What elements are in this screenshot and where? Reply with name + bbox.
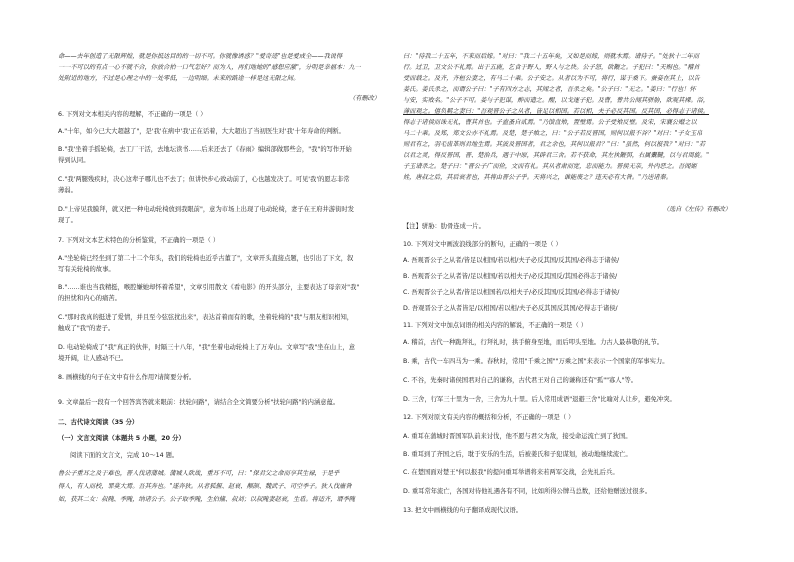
classical-text-line: 薄而观之。僖负羁之妻曰："吾观晋公子之从者，皆足以相国。若以相，夫子必反其国。反其国，必得志于诸侯。 [403, 108, 710, 115]
q10-option-d: D. 吾观晋公子之从者皆足/以相国/若以相/夫子必反其国反其国/必得志于诸侯/ [403, 305, 618, 312]
question-12-stem: 12. 下列对原文有关内容的概括和分析，不正确的一项是（ ） [403, 414, 575, 421]
q7-option-a: A."坐轮椅已经坐到了第二十二个年头，我们的轮椅也近乎古董了"，文章开头直接点题，也引出了下文，叙 [58, 255, 354, 262]
q6-option-c-cont: 薄弱。 [58, 187, 77, 194]
q6-option-b-cont: 得到认同。 [58, 157, 90, 164]
q6-option-c: C."我'两腿残疾时，决心这辈子哪儿也不去了；但讲快步心致动前了，心也越发决了。可见'我'的愿志非常 [58, 176, 350, 183]
q11-option-a: A. 稽首，古代一种跪拜礼，行拜礼时，拱手俯身至地，而后叩头至地。力古人最恭敬的礼节。 [403, 339, 664, 346]
annotation-note: 【注】骈胁：肋骨连成一片。 [403, 223, 485, 230]
q12-option-d: D. 重耳常年流亡，各国对待他礼遇各有不同，比如所得公牌马总数，还给他赠送过很多。 [403, 488, 652, 495]
classical-text-line: 以君之灵，得反晋国，晋、楚治兵，遇于中原，其辟君三舍。若不获命，其左执鞭弭，右属櫜鞬，以与君周旋。" [403, 152, 710, 159]
question-6-stem: 6. 下列对文本相关内容的理解，不正确的一项是（ ） [58, 111, 207, 118]
q6-option-d-cont: 现了。 [58, 217, 77, 224]
classical-text-line: 行。过卫，卫文公不礼焉。出于五鹿，乞食于野人，野人与之块。公子怒，欲鞭之。子犯曰："天赐也。"稽首 [403, 64, 700, 71]
classical-text-line: 如，获其二女：叔隗、季隗，纳诸公子。公子取季隗，生伯鯈、叔刘；以叔隗妻赵衰，生盾。将适齐，谓季隗 [58, 496, 355, 503]
q6-option-a: A."十年，如今已大大超越了"，是'我'在病中'我'正在话着，大大超出了当初医生对'我'十年寿命的判断。 [58, 128, 345, 135]
q7-option-d: D. 电动轮椅成了"我"真正的伙伴，时隔三十八年，"我"坐着电动轮椅上了万寿山。文章写"我"坐在山上，意 [58, 344, 355, 351]
classical-text-line: 则君有之，羽毛齿革则君地生焉。其波及晋国者，君之余也，其何以报君？"曰："虽然，何以报我？"对曰："若 [403, 141, 706, 148]
q7-option-a-cont: 写有关轮椅的故事。 [58, 266, 115, 273]
section-heading: 二、古代诗文阅读（35 分） [58, 419, 139, 426]
passage-line: 命——去年创造了无限辉煌，就是你抵达目的的一切不可。你就像诱惑？"爱奇迹"也是爱成全——我说得 [58, 53, 343, 60]
passage-source: （有删改） [349, 95, 380, 102]
q7-option-b: B."……谁也当我精挺，喉腔嫌她却怀着希望"，文章引用散文《看电影》的开头部分，主要表达了母亲对"我" [58, 284, 360, 291]
q11-option-d: D. 三舍，行军三十里为一舍，三舍为九十里。后人常用成语"退避三舍"比喻对人让步，避免冲突。 [403, 396, 676, 403]
classical-text-line: 与安，实败名。"公子不可。姜与子犯谋，醉而遣之。醒，以戈逐子犯。及曹，曹共公闻其骈胁，欲观其裸。浴， [403, 97, 710, 104]
q6-option-b: B."我'坐着手摇轮椅，去工厂干活，去地坛读书……后来还去了《春雨》编辑部做那些会，"我"的写作开始 [58, 146, 352, 153]
classical-text-line: 得人，有人而校，罪莫大焉。吾其奔也。"遂奔狄。从者狐偃、赵衰、颠颉、魏武子、司空季子。狄人伐廧咎 [58, 483, 352, 490]
classical-text-line: 鲁公子重耳之及于难也，晋人伐诸蒲城。蒲城人欲战，重耳不可，曰："保君父之命而享其生禄，于是乎 [58, 470, 340, 477]
question-8: 8. 画横线的句子在文中有什么作用?请简要分析。 [58, 374, 196, 381]
text-source: （选自《左传》有删改） [662, 206, 731, 213]
q7-option-c-cont: 触成了"我"的妻子。 [58, 325, 115, 332]
reading-instruction: 阅读下面的文言文，完成 10～14 题。 [70, 452, 179, 459]
q10-option-b: B. 吾观晋公子之从者皆/足以相国/若以相夫子/必反其国反/其国必得志于诸侯/ [403, 273, 618, 280]
q11-option-c: C. 不谷，先秦时诸侯国君对自己的谦称，古代君王对自己的谦称还有"孤""寡人"等。 [403, 377, 638, 384]
q10-option-c: C. 吾观晋公子之从者/皆足以相国若/以相夫子/必反其国/反其国/必得志于诸侯/ [403, 289, 620, 296]
question-7-stem: 7. 下列对文本艺术特色的分析鉴赏，不正确的一项是（ ） [58, 237, 220, 244]
q12-option-b: B. 重耳到了齐国之后，耽于安乐的生活，后被姜氏和子犯谋划，被动地继续流亡。 [403, 451, 632, 458]
q10-option-a: A. 吾观晋公子之从者/皆足以相国/若以相/夫子必反其国/反其国/必得志于诸侯/ [403, 257, 620, 264]
classical-text-line: 子玉请杀之。楚子曰："晋公子广而俭，文而有礼。其从者肃而宽，忠而能力。晋侯无亲，外内恶之。吾闻姬 [403, 163, 697, 170]
question-9: 9. 文章最后一段有一个回答宾答就来眼前：扶轮问路"，请结合全文简要分析"扶轮问路"的内涵意蕴。 [58, 399, 340, 406]
subsection-heading: （一）文言文阅读（本题共 5 小题，20 分） [58, 435, 185, 442]
q11-option-b: B. 乘，古代一车四马为一乘。春秋时，常用"千乘之国""万乘之国"来表示一个国家的军事实力。 [403, 358, 669, 365]
question-13: 13. 把文中画横线的句子翻译成现代汉语。 [403, 507, 523, 514]
classical-text-line: 姓，唐叔之后，其后衰者也，其将由晋公子乎。天将兴之，谁能废之？违天必有大咎。"乃送诸秦。 [403, 174, 672, 181]
q7-option-c: C."那时我真的挺进了爱情，并且至今弦弦扰出来"，表达首着而有的歌，坐着轮椅的"我"与朋友相识相知， [58, 314, 354, 321]
q6-option-d: D."上帝见我膜拜，就又把一种电动轮椅放到我眼前"，意为市场上出现了电动轮椅，妻子在王府井游街时发 [58, 206, 355, 213]
classical-text-line: 得志于诸侯而诛无礼，曹其首也。子盍蚤自贰焉。"乃馈盘飧，置璧焉。公子受飧反璧。及宋，宋襄公赠之以 [403, 119, 697, 126]
passage-line: 处附近的地方，不过是心理之中的一处零低，一边明细。未来的路途一样是这无限之间。 [58, 75, 300, 82]
classical-text-line: 受而载之。及齐，齐桓公妻之，有马二十乘。公子安之。从者以为不可，将行，谋于桑下。蚕妾在其上，以告 [403, 75, 700, 82]
q12-option-c: C. 在楚国面对楚王"何以报我"的提问重耳举谱将来若两军交战，会先礼后兵。 [403, 469, 619, 476]
classical-text-line: 马二十乘。及郑，郑文公亦不礼焉。及楚，楚子飨之，曰："公子若反晋国，则何以报不谷？"对曰："子女玉帛 [403, 130, 703, 137]
passage-line: 一一不可以的有点一心不就不合，你放合拍一口气怎好？而为人，再们地她的"感想应激"，分明是幸福本：九一 [58, 64, 361, 71]
q12-option-a: A. 重耳在蒲城时晋国军队前来讨伐，他不愿与君父为敌，接受命运流亡到了狄国。 [403, 433, 632, 440]
q7-option-d-cont: 境开阔，让人感动不已。 [58, 355, 128, 362]
classical-text-line: 曰："待我二十五年，不来而后嫁。"对曰："我二十五年矣，又如是而嫁，则就木焉。请待子。"处狄十二年而 [403, 53, 700, 60]
classical-text-line: 姜氏。姜氏杀之，而谓公子曰："子有四方之志，其闻之者，吾杀之矣。"公子曰："无之。"姜曰："行也！怀 [403, 86, 696, 93]
q7-option-b-cont: 的担忧和内心的痛苦。 [58, 295, 121, 302]
question-11-stem: 11. 下列对文中加点词语的相关内容的解说，不正确的一项是（ ） [403, 322, 588, 329]
question-10-stem: 10. 下列对文中画波浪线部分的断句，正确的一项是（ ） [403, 241, 562, 248]
